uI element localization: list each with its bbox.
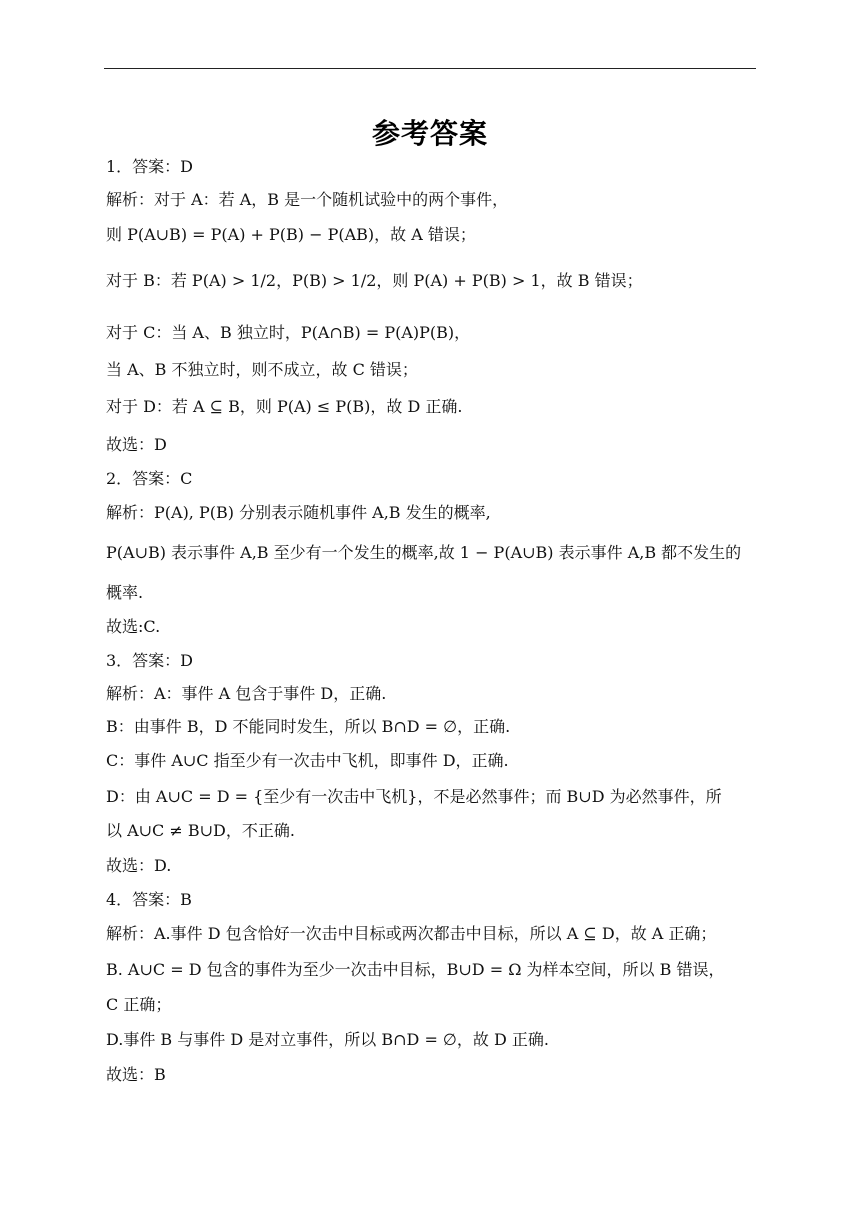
answer-3-line: 以 A∪C ≠ B∪D，不正确.	[106, 821, 295, 840]
answer-2-line: P(A∪B) 表示事件 A,B 至少有一个发生的概率,故 1 − P(A∪B) 表示事件 A,B 都不发生的	[106, 543, 742, 562]
answer-2-line: 解析：P(A), P(B) 分别表示随机事件 A,B 发生的概率,	[106, 503, 491, 522]
answer-1-line	[106, 270, 766, 292]
answer-3-line: D：由 A∪C = D = {至少有一次击中飞机}，不是必然事件；而 B∪D 为必然事件，所	[106, 787, 722, 806]
answer-4-choice: 故选：B	[106, 1065, 166, 1084]
answer-2-choice: 故选:C.	[106, 617, 161, 636]
answer-1-line: 则 P(A∪B) = P(A) + P(B) − P(AB)，故 A 错误；	[106, 225, 476, 244]
answer-2-heading: 2．答案：C	[106, 469, 193, 488]
answer-3-line: C：事件 A∪C 指至少有一次击中飞机，即事件 D，正确.	[106, 751, 509, 770]
answer-3-line: B：由事件 B，D 不能同时发生，所以 B∩D = ∅，正确.	[106, 717, 511, 736]
answer-3-line: 解析：A：事件 A 包含于事件 D，正确.	[106, 684, 387, 703]
answer-4-line: B. A∪C = D 包含的事件为至少一次击中目标，B∪D = Ω 为样本空间，所以 B 错误，	[106, 960, 725, 979]
answer-3-heading: 3．答案：D	[106, 651, 194, 670]
answer-1-line: 解析：对于 A：若 A，B 是一个随机试验中的两个事件，	[106, 190, 509, 209]
answer-4-line: D.事件 B 与事件 D 是对立事件，所以 B∩D = ∅，故 D 正确.	[106, 1030, 549, 1049]
answer-4-line: C 正确；	[106, 995, 172, 1014]
answer-1-heading: 1．答案：D	[106, 157, 194, 176]
header-rule	[104, 68, 756, 69]
answer-3-choice: 故选：D.	[106, 856, 172, 875]
answer-4-heading: 4．答案：B	[106, 890, 192, 909]
page-title: 参考答案	[371, 117, 488, 150]
answer-1-line-b-text: 对于 B：若 P(A) > 1/2，P(B) > 1/2，则 P(A) + P(B) > 1，故 B 错误；	[106, 271, 643, 290]
answer-2-line: 概率.	[106, 583, 144, 602]
answer-4-line: 解析：A.事件 D 包含恰好一次击中目标或两次都击中目标，所以 A ⊆ D，故 A 正确；	[106, 924, 717, 943]
answer-1-line: 对于 C：当 A、B 独立时，P(A∩B) = P(A)P(B)，	[106, 323, 471, 342]
answer-1-line: 当 A、B 不独立时，则不成立，故 C 错误；	[106, 360, 418, 379]
answer-1-line: 对于 D：若 A ⊆ B，则 P(A) ≤ P(B)，故 D 正确.	[106, 397, 463, 416]
answer-1-choice: 故选：D	[106, 435, 167, 454]
